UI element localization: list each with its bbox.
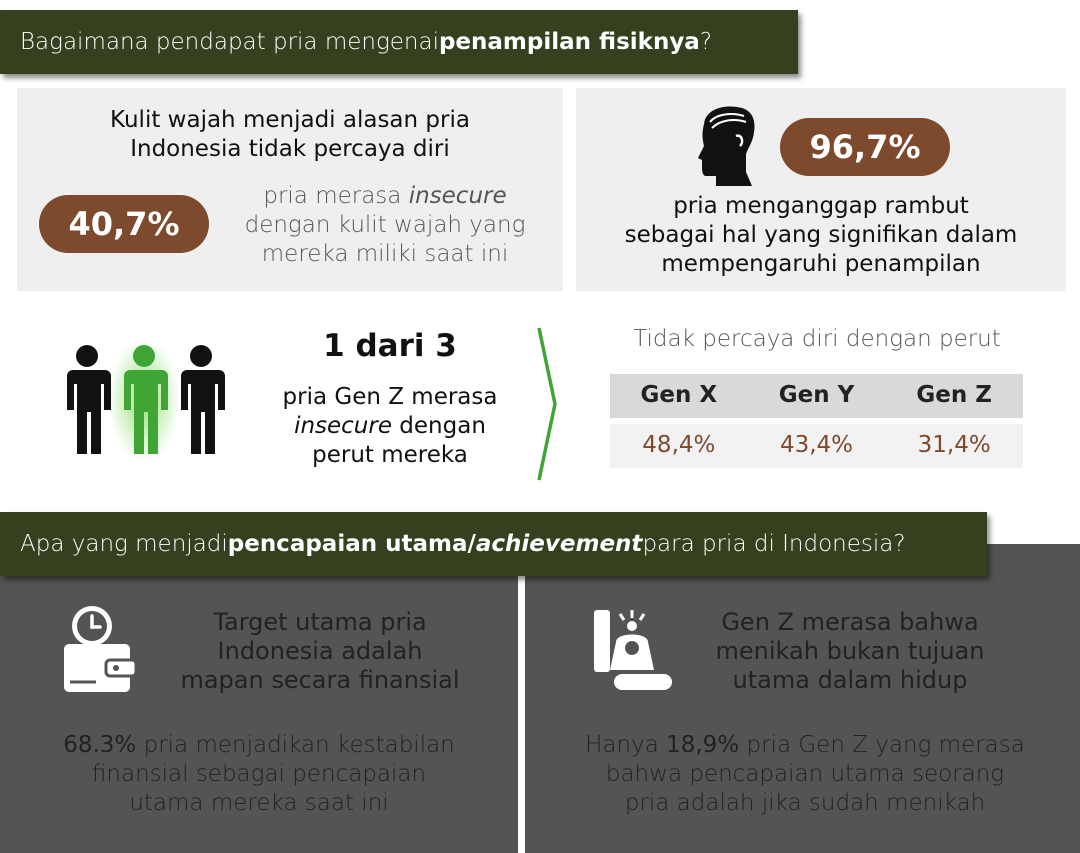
- banner2-text-pre: Apa yang menjadi: [20, 531, 228, 557]
- banner2-text-bold-em: achievement: [475, 531, 643, 557]
- belly-desc: [258, 383, 522, 470]
- finance-title-line1: Target utama pria: [213, 608, 427, 636]
- table-cell-gen-z: 31,4%: [917, 432, 991, 458]
- skin-desc: [225, 182, 545, 269]
- marriage-title-line2: menikah bukan tujuan: [715, 637, 985, 665]
- banner2-text-post: para pria di Indonesia?: [642, 531, 906, 557]
- marriage-desc-line2: bahwa pencapaian utama seorang: [605, 761, 1005, 787]
- banner-text-bold: penampilan fisiknya: [438, 29, 700, 55]
- hair-card: [576, 88, 1066, 291]
- head-hair-icon: [696, 102, 758, 186]
- belly-desc-line1: pria Gen Z merasa: [282, 384, 498, 410]
- finance-desc-line3: utama mereka saat ini: [129, 790, 389, 816]
- finance-desc: [20, 731, 498, 818]
- banner-text-pre: Bagaimana pendapat pria mengenai: [20, 29, 439, 55]
- hair-stat-pill: [780, 118, 950, 176]
- hair-stat: 96,7%: [809, 128, 921, 166]
- section-question-banner-2: [0, 512, 987, 576]
- finance-stat: 68.3%: [63, 732, 137, 758]
- finance-title-line2: Indonesia adalah: [217, 637, 423, 665]
- table-header-gen-z: Gen Z: [916, 382, 992, 408]
- belly-table-title: [605, 326, 1029, 352]
- hair-desc: [576, 192, 1066, 279]
- table-cell-gen-y: 43,4%: [779, 432, 854, 458]
- skin-title-line2: Indonesia tidak percaya diri: [130, 136, 450, 162]
- marriage-stat: 18,9%: [666, 732, 740, 758]
- belly-stat: [270, 328, 510, 364]
- marriage-title-line3: utama dalam hidup: [732, 666, 968, 694]
- finance-desc-line2: finansial sebagai pencapaian: [91, 761, 427, 787]
- table-header-gen-y: Gen Y: [778, 382, 855, 408]
- skin-stat: 40,7%: [68, 205, 180, 243]
- finance-title: [165, 608, 475, 695]
- skin-title: [17, 106, 563, 164]
- chevron-right-divider: [535, 326, 559, 482]
- section-question-banner: [0, 10, 798, 74]
- wallet-clock-icon: [62, 604, 138, 694]
- skin-stat-pill: [39, 195, 209, 253]
- finance-desc-line1: pria menjadikan kestabilan: [136, 732, 455, 758]
- table-header-gen-x: Gen X: [640, 382, 718, 408]
- belly-desc-em: insecure: [294, 413, 392, 439]
- skin-card: [17, 88, 563, 291]
- ring-box-icon: [592, 608, 676, 692]
- hair-desc-line3: mempengaruhi penampilan: [661, 251, 981, 277]
- banner2-text-bold: pencapaian utama/: [227, 531, 476, 557]
- belly-desc-line3: perut mereka: [312, 442, 468, 468]
- skin-desc-em: insecure: [408, 183, 507, 209]
- table-cell-gen-x: 48,4%: [642, 432, 716, 458]
- hair-desc-line2: sebagai hal yang signifikan dalam: [624, 222, 1018, 248]
- skin-desc-pre: pria merasa: [263, 183, 409, 209]
- skin-desc-line3: mereka miliki saat ini: [261, 241, 509, 267]
- skin-title-line1: Kulit wajah menjadi alasan pria: [110, 107, 470, 133]
- belly-stat-text: 1 dari 3: [323, 328, 457, 364]
- marriage-title: [700, 608, 1000, 695]
- marriage-desc-pre: Hanya: [585, 732, 667, 758]
- hair-desc-line1: pria menganggap rambut: [673, 193, 969, 219]
- marriage-title-line1: Gen Z merasa bahwa: [721, 608, 979, 636]
- belly-table-row: [610, 424, 1023, 468]
- marriage-desc-line1: pria Gen Z yang merasa: [739, 732, 1025, 758]
- marriage-desc: [545, 731, 1065, 818]
- people-group-icon: [55, 338, 235, 463]
- finance-title-line3: mapan secara finansial: [180, 666, 460, 694]
- belly-table-title-text: Tidak percaya diri dengan perut: [633, 326, 1001, 352]
- marriage-desc-line3: pria adalah jika sudah menikah: [624, 790, 986, 816]
- banner-text-post: ?: [699, 29, 713, 55]
- belly-table-header: [610, 374, 1023, 418]
- skin-desc-line2: dengan kulit wajah yang: [244, 212, 526, 238]
- belly-desc-line2: dengan: [392, 413, 486, 439]
